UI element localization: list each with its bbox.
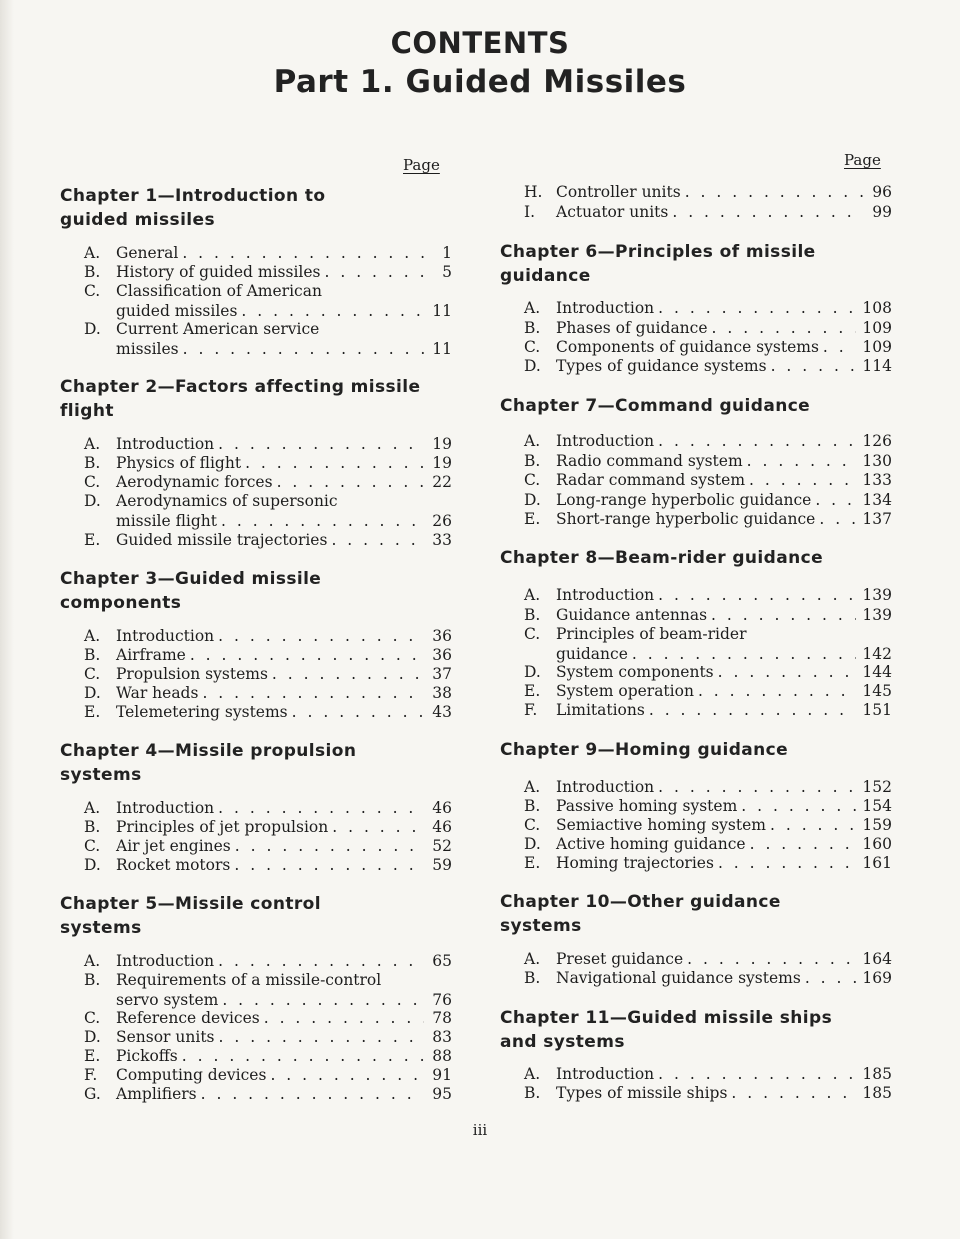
toc-entry[interactable] — [84, 530, 452, 550]
entry-title: Preset guidance — [556, 950, 684, 968]
chapter-heading — [60, 375, 440, 423]
entry-letter: I. — [524, 203, 536, 221]
dot-leader — [712, 318, 857, 338]
page-edge — [0, 0, 14, 1239]
chapter-heading — [60, 567, 440, 615]
entry-page-number: 11 — [432, 340, 452, 358]
entry-letter: B. — [84, 263, 101, 281]
entry-page-number: 152 — [862, 778, 892, 796]
entry-letter: B. — [524, 319, 541, 337]
chapter-heading-line: Chapter 10—Other guidance — [500, 892, 781, 912]
toc-entry[interactable] — [84, 434, 452, 454]
dot-leader — [202, 683, 424, 703]
chapter-heading — [500, 738, 880, 762]
entry-title-continued: guided missiles — [116, 302, 238, 320]
chapter-heading — [60, 739, 440, 787]
chapter-heading-line: and systems — [500, 1032, 625, 1052]
entry-title: Passive homing system — [556, 797, 738, 815]
toc-entry[interactable] — [84, 817, 452, 837]
page-column-header: Page — [403, 156, 440, 174]
chapter-heading-line: Chapter 3—Guided missile — [60, 569, 322, 589]
entry-letter: B. — [524, 797, 541, 815]
entry-page-number: 65 — [432, 952, 452, 970]
entry-title: Requirements of a missile-control — [116, 971, 382, 989]
entry-letter: A. — [524, 778, 541, 796]
entry-page-number: 160 — [862, 835, 892, 853]
toc-entry[interactable] — [84, 453, 452, 473]
entry-title: Introduction — [116, 799, 215, 817]
dot-leader — [672, 202, 864, 222]
toc-entry[interactable] — [524, 968, 892, 988]
entry-title: Introduction — [116, 952, 215, 970]
entry-letter: D. — [524, 835, 541, 853]
entry-page-number: 43 — [432, 703, 452, 721]
entry-letter: A. — [84, 627, 101, 645]
contents-heading: CONTENTS — [390, 26, 570, 60]
entry-title: Navigational guidance systems — [556, 969, 801, 987]
toc-entry[interactable] — [524, 700, 892, 720]
entry-title: Propulsion systems — [116, 665, 268, 683]
entry-letter: E. — [524, 854, 541, 872]
toc-entry[interactable] — [84, 645, 452, 665]
entry-page-number: 142 — [862, 645, 892, 663]
entry-letter: D. — [524, 357, 541, 375]
entry-letter: A. — [524, 432, 541, 450]
toc-entry[interactable] — [524, 318, 892, 338]
dot-leader — [658, 1064, 856, 1084]
toc-entry[interactable] — [84, 702, 452, 722]
entry-title: Types of guidance systems — [556, 357, 767, 375]
dot-leader — [698, 681, 856, 701]
toc-entry[interactable] — [84, 281, 452, 321]
entry-title: Introduction — [116, 627, 215, 645]
entry-letter: D. — [84, 684, 101, 702]
entry-page-number: 108 — [862, 299, 892, 317]
toc-entry[interactable] — [84, 1046, 452, 1066]
chapter-heading-line: Chapter 4—Missile propulsion — [60, 741, 357, 761]
entry-letter: D. — [84, 1028, 101, 1046]
entry-title: Aerodynamic forces — [116, 473, 273, 491]
entry-page-number: 130 — [862, 452, 892, 470]
entry-page-number: 38 — [432, 684, 452, 702]
toc-entry[interactable] — [524, 298, 892, 318]
toc-entry[interactable] — [84, 664, 452, 684]
entry-letter: B. — [524, 969, 541, 987]
entry-page-number: 139 — [862, 606, 892, 624]
toc-entry[interactable] — [524, 337, 892, 357]
entry-letter: A. — [524, 586, 541, 604]
chapter-heading-line: Chapter 2—Factors affecting missile — [60, 377, 421, 397]
dot-leader — [771, 356, 857, 376]
entry-page-number: 133 — [862, 471, 892, 489]
chapter-heading — [500, 394, 880, 418]
chapter-heading-line: Chapter 7—Command guidance — [500, 396, 811, 416]
dot-leader — [770, 815, 856, 835]
entry-page-number: 19 — [432, 435, 452, 453]
entry-title: Introduction — [116, 435, 215, 453]
entry-page-number: 59 — [432, 856, 452, 874]
chapter-heading-line: guidance — [500, 266, 591, 286]
dot-leader — [749, 470, 856, 490]
entry-letter: E. — [84, 1047, 101, 1065]
entry-letter: B. — [84, 454, 101, 472]
dot-leader — [687, 949, 856, 969]
entry-page-number: 88 — [432, 1047, 452, 1065]
entry-letter: H. — [524, 183, 543, 201]
chapter-heading — [500, 890, 880, 938]
dot-leader — [245, 453, 424, 473]
toc-entry[interactable] — [524, 662, 892, 682]
entry-title: Introduction — [556, 299, 655, 317]
entry-title: Active homing guidance — [556, 835, 746, 853]
entry-page-number: 159 — [862, 816, 892, 834]
dot-leader — [685, 182, 864, 202]
chapter-heading-line: flight — [60, 401, 114, 421]
entry-page-number: 137 — [862, 510, 892, 528]
entry-letter: C. — [84, 473, 101, 491]
chapter-heading-line: Chapter 5—Missile control — [60, 894, 321, 914]
dot-leader — [658, 298, 856, 318]
entry-page-number: 134 — [862, 491, 892, 509]
chapter-heading-line: guided missiles — [60, 210, 215, 230]
entry-page-number: 83 — [432, 1028, 452, 1046]
entry-letter: A. — [84, 435, 101, 453]
toc-entry[interactable] — [84, 626, 452, 646]
entry-title: Radio command system — [556, 452, 743, 470]
dot-leader — [747, 451, 857, 471]
entry-page-number: 46 — [432, 799, 452, 817]
toc-entry[interactable] — [84, 491, 452, 531]
entry-letter: E. — [84, 531, 101, 549]
entry-page-number: 95 — [432, 1085, 452, 1103]
entry-title: Radar command system — [556, 471, 746, 489]
dot-leader — [218, 951, 424, 971]
entry-page-number: 78 — [432, 1009, 452, 1027]
dot-leader — [819, 509, 856, 529]
toc-entry[interactable] — [84, 319, 452, 359]
entry-letter: B. — [524, 606, 541, 624]
toc-entry[interactable] — [524, 202, 892, 222]
chapter-heading-line: Chapter 1—Introduction to — [60, 186, 326, 206]
toc-entry[interactable] — [524, 624, 892, 664]
entry-title: Introduction — [556, 586, 655, 604]
chapter-heading — [500, 1006, 880, 1054]
dot-leader — [731, 1083, 856, 1103]
chapter-heading-line: Chapter 9—Homing guidance — [500, 740, 789, 760]
page-column-header: Page — [844, 151, 881, 169]
entry-title: Principles of beam-rider — [556, 625, 747, 643]
toc-entry[interactable] — [84, 951, 452, 971]
entry-title: Controller units — [556, 183, 681, 201]
dot-leader — [235, 836, 424, 856]
chapter-heading — [500, 240, 880, 288]
dot-leader — [218, 626, 424, 646]
entry-letter: C. — [524, 471, 541, 489]
dot-leader — [201, 1084, 424, 1104]
chapter-heading-line: systems — [500, 916, 582, 936]
toc-entry[interactable] — [84, 1084, 452, 1104]
entry-page-number: 46 — [432, 818, 452, 836]
dot-leader — [718, 853, 856, 873]
entry-title: Current American service — [116, 320, 320, 338]
entry-title: Guided missile trajectories — [116, 531, 328, 549]
chapter-heading — [60, 892, 440, 940]
entry-page-number: 144 — [862, 663, 892, 681]
entry-letter: E. — [84, 703, 101, 721]
entry-title-continued: servo system — [116, 991, 219, 1009]
entry-page-number: 33 — [432, 531, 452, 549]
entry-page-number: 114 — [862, 357, 892, 375]
dot-leader — [234, 855, 424, 875]
dot-leader — [272, 664, 424, 684]
entry-title: Semiactive homing system — [556, 816, 766, 834]
entry-letter: A. — [524, 299, 541, 317]
entry-title: Classification of American — [116, 282, 322, 300]
chapter-heading — [500, 546, 880, 570]
entry-page-number: 185 — [862, 1065, 892, 1083]
entry-page-number: 145 — [862, 682, 892, 700]
entry-title: Homing trajectories — [556, 854, 714, 872]
dot-leader — [222, 990, 424, 1010]
toc-entry[interactable] — [524, 796, 892, 816]
entry-letter: B. — [524, 1084, 541, 1102]
dot-leader — [219, 1027, 424, 1047]
dot-leader — [823, 337, 857, 357]
toc-entry[interactable] — [524, 605, 892, 625]
entry-title: Introduction — [556, 1065, 655, 1083]
toc-entry[interactable] — [84, 1027, 452, 1047]
entry-page-number: 161 — [862, 854, 892, 872]
entry-page-number: 11 — [432, 302, 452, 320]
entry-page-number: 52 — [432, 837, 452, 855]
entry-title: Introduction — [556, 778, 655, 796]
entry-letter: C. — [524, 338, 541, 356]
toc-entry[interactable] — [524, 1064, 892, 1084]
entry-page-number: 169 — [862, 969, 892, 987]
entry-title-continued: missile flight — [116, 512, 218, 530]
chapter-heading-line: components — [60, 593, 182, 613]
dot-leader — [190, 645, 424, 665]
toc-entry[interactable] — [524, 451, 892, 471]
dot-leader — [221, 511, 424, 531]
entry-title: Air jet engines — [116, 837, 231, 855]
entry-title-continued: missiles — [116, 340, 179, 358]
entry-page-number: 96 — [872, 183, 892, 201]
dot-leader — [711, 605, 856, 625]
entry-letter: E. — [524, 510, 541, 528]
entry-title: Principles of jet propulsion — [116, 818, 329, 836]
entry-title: Pickoffs — [116, 1047, 178, 1065]
entry-title: Types of missile ships — [556, 1084, 728, 1102]
entry-page-number: 36 — [432, 627, 452, 645]
entry-page-number: 154 — [862, 797, 892, 815]
dot-leader — [658, 585, 856, 605]
chapter-heading — [60, 184, 440, 232]
entry-page-number: 99 — [872, 203, 892, 221]
dot-leader — [277, 472, 424, 492]
entry-title: Airframe — [116, 646, 186, 664]
entry-title: Short-range hyperbolic guidance — [556, 510, 816, 528]
dot-leader — [632, 644, 857, 664]
toc-entry[interactable] — [84, 1065, 452, 1085]
toc-entry[interactable] — [84, 243, 452, 263]
entry-title: Long-range hyperbolic guidance — [556, 491, 812, 509]
entry-page-number: 36 — [432, 646, 452, 664]
entry-page-number: 37 — [432, 665, 452, 683]
dot-leader — [325, 262, 425, 282]
entry-letter: B. — [84, 646, 101, 664]
toc-entry[interactable] — [524, 1083, 892, 1103]
dot-leader — [218, 798, 424, 818]
toc-entry[interactable] — [524, 509, 892, 529]
dot-leader — [218, 434, 424, 454]
entry-title: Components of guidance systems — [556, 338, 819, 356]
entry-page-number: 164 — [862, 950, 892, 968]
entry-title: Phases of guidance — [556, 319, 708, 337]
entry-letter: D. — [524, 491, 541, 509]
toc-entry[interactable] — [84, 472, 452, 492]
toc-entry[interactable] — [524, 431, 892, 451]
entry-letter: D. — [84, 320, 101, 338]
dot-leader — [182, 243, 424, 263]
entry-page-number: 26 — [432, 512, 452, 530]
entry-title: System operation — [556, 682, 694, 700]
entry-letter: D. — [524, 663, 541, 681]
dot-leader — [182, 1046, 424, 1066]
dot-leader — [332, 817, 424, 837]
entry-letter: B. — [84, 818, 101, 836]
entry-page-number: 109 — [862, 319, 892, 337]
toc-entry[interactable] — [524, 815, 892, 835]
entry-letter: B. — [84, 971, 101, 989]
entry-page-number: 185 — [862, 1084, 892, 1102]
chapter-heading-line: Chapter 8—Beam-rider guidance — [500, 548, 823, 568]
dot-leader — [183, 339, 424, 359]
entry-letter: F. — [524, 701, 538, 719]
entry-title: Telemetering systems — [116, 703, 288, 721]
entry-letter: G. — [84, 1085, 101, 1103]
entry-letter: C. — [84, 837, 101, 855]
entry-letter: C. — [524, 625, 541, 643]
dot-leader — [658, 431, 856, 451]
toc-entry[interactable] — [84, 262, 452, 282]
dot-leader — [815, 490, 856, 510]
entry-letter: A. — [524, 1065, 541, 1083]
dot-leader — [718, 662, 857, 682]
entry-letter: C. — [524, 816, 541, 834]
entry-page-number: 22 — [432, 473, 452, 491]
toc-entry[interactable] — [524, 681, 892, 701]
toc-entry[interactable] — [524, 470, 892, 490]
entry-title: General — [116, 244, 179, 262]
toc-entry[interactable] — [84, 798, 452, 818]
entry-letter: C. — [84, 282, 101, 300]
entry-letter: C. — [84, 1009, 101, 1027]
toc-entry[interactable] — [84, 970, 452, 1010]
dot-leader — [750, 834, 857, 854]
toc-entry[interactable] — [524, 834, 892, 854]
entry-title: War heads — [116, 684, 199, 702]
entry-title: Guidance antennas — [556, 606, 708, 624]
dot-leader — [241, 301, 424, 321]
entry-title: Introduction — [556, 432, 655, 450]
entry-page-number: 76 — [432, 991, 452, 1009]
dot-leader — [658, 777, 856, 797]
toc-entry[interactable] — [84, 1008, 452, 1028]
entry-letter: E. — [524, 682, 541, 700]
entry-title: Aerodynamics of supersonic — [116, 492, 338, 510]
entry-page-number: 126 — [862, 432, 892, 450]
chapter-heading-line: Chapter 6—Principles of missile — [500, 242, 816, 262]
entry-letter: A. — [84, 244, 101, 262]
entry-page-number: 91 — [432, 1066, 452, 1084]
entry-letter: A. — [84, 952, 101, 970]
entry-title: History of guided missiles — [116, 263, 321, 281]
entry-title: Actuator units — [556, 203, 669, 221]
entry-page-number: 109 — [862, 338, 892, 356]
dot-leader — [331, 530, 424, 550]
dot-leader — [270, 1065, 424, 1085]
dot-leader — [292, 702, 424, 722]
dot-leader — [649, 700, 857, 720]
entry-title: Computing devices — [116, 1066, 267, 1084]
toc-entry[interactable] — [524, 490, 892, 510]
dot-leader — [805, 968, 857, 988]
entry-title: Reference devices — [116, 1009, 260, 1027]
entry-title: Limitations — [556, 701, 645, 719]
part-heading: Part 1. Guided Missiles — [273, 64, 687, 100]
entry-title-continued: guidance — [556, 645, 628, 663]
dot-leader — [264, 1008, 424, 1028]
toc-entry[interactable] — [524, 853, 892, 873]
toc-entry[interactable] — [524, 356, 892, 376]
chapter-heading-line: systems — [60, 765, 142, 785]
entry-title: Rocket motors — [116, 856, 231, 874]
entry-title: Physics of flight — [116, 454, 242, 472]
entry-page-number: 1 — [442, 244, 452, 262]
entry-page-number: 5 — [442, 263, 452, 281]
entry-page-number: 19 — [432, 454, 452, 472]
entry-letter: A. — [84, 799, 101, 817]
toc-entry[interactable] — [84, 855, 452, 875]
entry-page-number: 139 — [862, 586, 892, 604]
toc-entry[interactable] — [84, 836, 452, 856]
entry-title: System components — [556, 663, 714, 681]
toc-entry[interactable] — [524, 182, 892, 202]
entry-letter: D. — [84, 492, 101, 510]
chapter-heading-line: systems — [60, 918, 142, 938]
toc-entry[interactable] — [524, 777, 892, 797]
entry-title: Sensor units — [116, 1028, 215, 1046]
entry-letter: A. — [524, 950, 541, 968]
toc-entry[interactable] — [84, 683, 452, 703]
entry-letter: B. — [524, 452, 541, 470]
entry-letter: D. — [84, 856, 101, 874]
toc-entry[interactable] — [524, 585, 892, 605]
entry-letter: C. — [84, 665, 101, 683]
toc-entry[interactable] — [524, 949, 892, 969]
entry-letter: F. — [84, 1066, 98, 1084]
dot-leader — [741, 796, 856, 816]
chapter-heading-line: Chapter 11—Guided missile ships — [500, 1008, 833, 1028]
page-number: iii — [472, 1121, 488, 1139]
entry-title: Amplifiers — [116, 1085, 197, 1103]
entry-page-number: 151 — [862, 701, 892, 719]
